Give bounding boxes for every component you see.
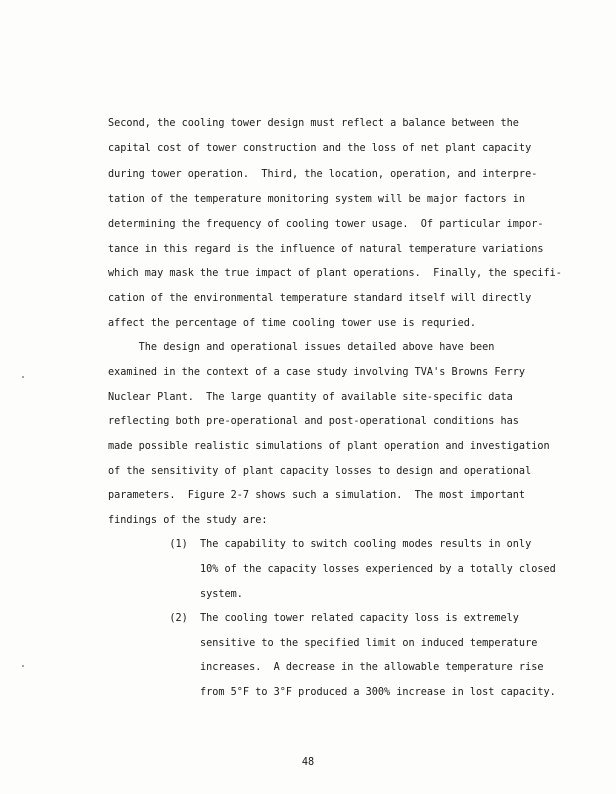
text-line: The design and operational issues detailed above have been [108, 342, 495, 353]
text-line: tation of the temperature monitoring system will be major factors in [108, 194, 526, 205]
text-line: parameters. Figure 2-7 shows such a simulation. The most important [108, 490, 526, 501]
list-item-text: (2) The cooling tower related capacity loss is extremely [108, 613, 519, 624]
text-line: during tower operation. Third, the location, operation, and interpre- [108, 169, 538, 180]
list-item-text: increases. A decrease in the allowable temperature rise [108, 662, 544, 673]
text-line: Nuclear Plant. The large quantity of available site-specific data [108, 392, 513, 403]
scan-speck [22, 665, 24, 667]
text-line: determining the frequency of cooling tower usage. Of particular impor- [108, 219, 544, 230]
page-number: 48 [301, 757, 315, 768]
text-line: cation of the environmental temperature standard itself will directly [108, 293, 532, 304]
text-line: affect the percentage of time cooling tower use is requried. [108, 318, 477, 329]
text-line: of the sensitivity of plant capacity losses to design and operational [108, 466, 532, 477]
text-line: Second, the cooling tower design must reflect a balance between the [108, 118, 519, 129]
text-line: made possible realistic simulations of plant operation and investigation [108, 441, 550, 452]
text-line: examined in the context of a case study involving TVA's Browns Ferry [108, 367, 526, 378]
text-line: findings of the study are: [108, 515, 268, 526]
text-line: tance in this regard is the influence of natural temperature variations [108, 244, 544, 255]
text-line: which may mask the true impact of plant operations. Finally, the specifi- [108, 268, 562, 279]
list-item-text: sensitive to the specified limit on induced temperature [108, 638, 538, 649]
text-line: capital cost of tower construction and the loss of net plant capacity [108, 143, 532, 154]
list-item-text: from 5°F to 3°F produced a 300% increase in lost capacity. [108, 687, 556, 698]
scan-speck [22, 376, 24, 378]
list-item-text: (1) The capability to switch cooling modes results in only [108, 539, 532, 550]
list-item-text: 10% of the capacity losses experienced by a totally closed [108, 564, 556, 575]
text-line: reflecting both pre-operational and post-operational conditions has [108, 416, 519, 427]
list-item-text: system. [108, 589, 243, 600]
